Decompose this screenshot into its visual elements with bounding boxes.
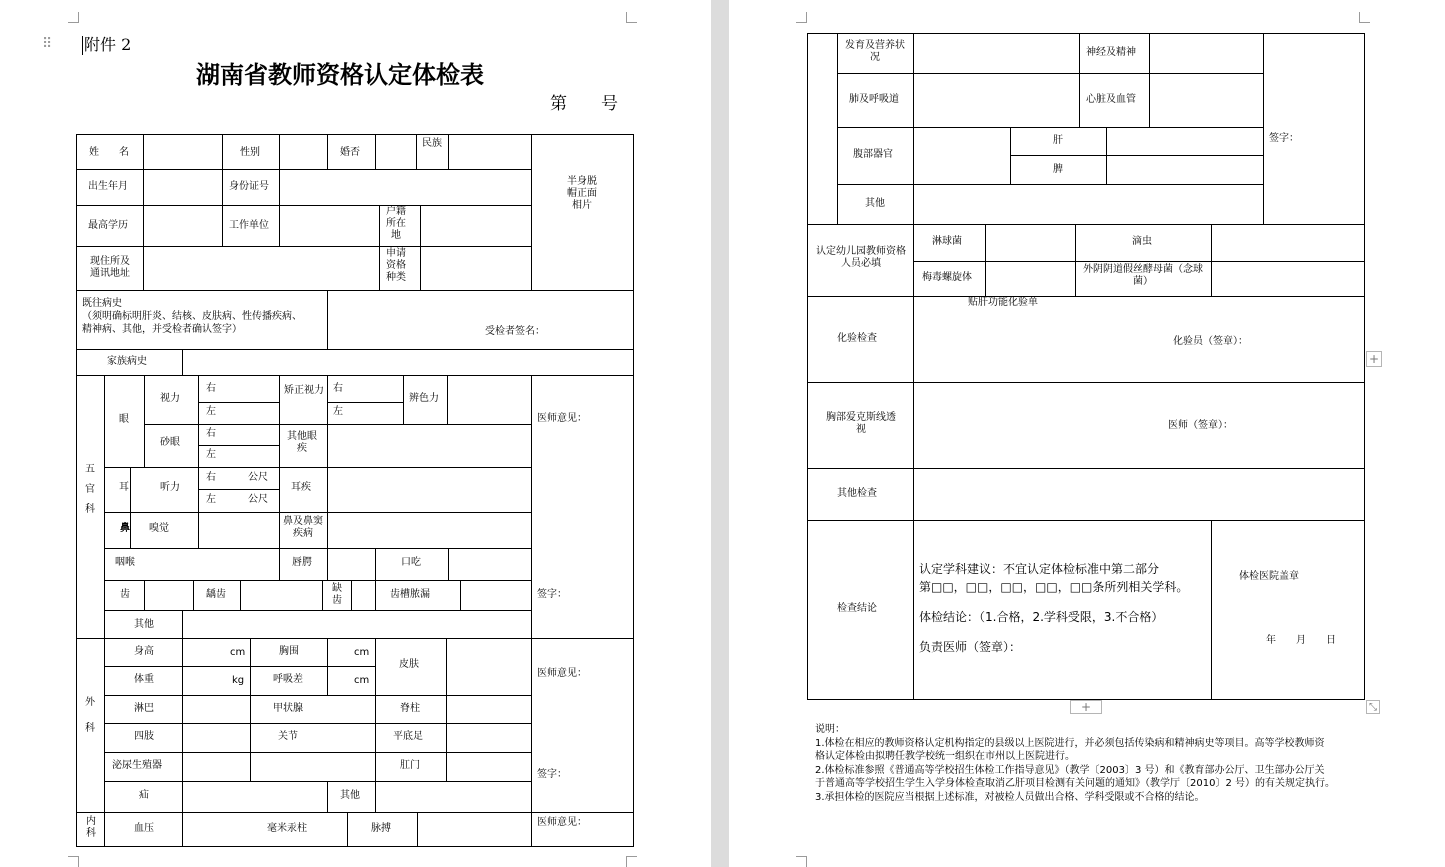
kg-unit: kg <box>232 675 245 686</box>
ear-disease-label: 耳疾 <box>291 482 311 493</box>
vision-label: 视力 <box>160 393 180 404</box>
serial-number-label: 第 号 <box>550 94 618 114</box>
responsible-doctor-label: 负责医师（签章）： <box>919 640 1022 654</box>
anus-label: 肛门 <box>400 760 420 771</box>
skin-label: 皮肤 <box>399 659 419 670</box>
spine-label: 脊柱 <box>400 703 420 714</box>
crop-mark <box>626 12 637 23</box>
note-line: 3.承担体检的医院应当根据上述标准，对被检人员做出合格、学科受限或不合格的结论。 <box>815 792 1205 803</box>
plus-icon[interactable]: + <box>1070 700 1102 714</box>
note-line: 格认定体检由拟聘任教学校统一组织在市州以上医院进行。 <box>815 751 1075 762</box>
trachoma-label: 砂眼 <box>160 437 180 448</box>
cm-unit: cm <box>230 647 246 658</box>
text-cursor <box>82 36 83 55</box>
thyroid-label: 甲状腺 <box>273 703 303 714</box>
name-label: 姓 名 <box>89 147 129 158</box>
crop-mark <box>626 856 637 867</box>
lip-palate-label: 唇腭 <box>292 557 312 568</box>
liver-label: 肝 <box>1053 135 1063 146</box>
nose-label: 鼻 <box>120 523 130 534</box>
heart-label: 心脏及血管 <box>1086 94 1136 105</box>
right-label: 右 <box>333 383 343 394</box>
wuguan-section-label: 五官科 <box>85 464 95 515</box>
date-label: 年 月 日 <box>1266 635 1336 646</box>
page-divider <box>711 0 729 867</box>
teeth-label: 齿 <box>120 589 130 600</box>
spleen-label: 脾 <box>1053 164 1063 175</box>
meter-unit: 公尺 <box>248 494 268 505</box>
other-check-label: 其他检查 <box>837 488 877 499</box>
history-label: 既往病史 <box>82 298 122 309</box>
blood-pressure-label: 血压 <box>134 823 154 834</box>
subject-advice-text: 第□□，□□，□□，□□，□□条所列相关学科。 <box>919 580 1189 594</box>
left-label: 左 <box>206 494 216 505</box>
syphilis-label: 梅毒螺旋体 <box>922 272 972 283</box>
other-label: 其他 <box>134 619 154 630</box>
crop-mark <box>68 12 79 23</box>
conclusion-label: 检查结论 <box>837 603 877 614</box>
birth-label: 出生年月 <box>88 181 128 192</box>
right-label: 右 <box>206 428 216 439</box>
other-label: 其他 <box>865 198 885 209</box>
corrected-vision-label: 矫正视力 <box>284 385 324 396</box>
hospital-seal-label: 体检医院盖章 <box>1239 571 1299 582</box>
pulse-label: 脉搏 <box>371 823 391 834</box>
neike-section-label: 内科 <box>86 816 96 839</box>
height-label: 身高 <box>134 646 154 657</box>
history-note: （须明确标明肝炎、结核、皮肤病、性传播疾病、 <box>82 311 302 322</box>
note-line: 1.体检在相应的教师资格认定机构指定的县级以上医院进行，并必须包括传染病和精神病史等项目。高等学校教师资 <box>815 738 1325 749</box>
lab-paste-note: 贴肝功能化验单 <box>968 297 1038 308</box>
marital-label: 婚否 <box>340 147 360 158</box>
periodontal-label: 齿槽脓漏 <box>390 589 430 600</box>
stutter-label: 口吃 <box>401 557 421 568</box>
other-eye-label: 其他眼疾 <box>287 431 317 454</box>
gender-label: 性别 <box>240 147 260 158</box>
attachment-label: 附件 2 <box>84 35 132 54</box>
lung-label: 肺及呼吸道 <box>849 94 899 105</box>
mmhg-unit: 毫米汞柱 <box>267 823 307 834</box>
meter-unit: 公尺 <box>248 472 268 483</box>
eye-label: 眼 <box>119 414 129 425</box>
caries-label: 龋齿 <box>206 589 226 600</box>
color-vision-label: 辨色力 <box>409 393 439 404</box>
family-history-label: 家族病史 <box>107 356 147 367</box>
doctor-opinion-label: 医师意见： <box>537 817 587 828</box>
right-label: 右 <box>206 472 216 483</box>
address-label: 现住所及通讯地址 <box>90 256 130 279</box>
crop-mark <box>796 12 807 23</box>
education-label: 最高学历 <box>88 220 128 231</box>
trichomonas-label: 滴虫 <box>1132 236 1152 247</box>
xray-label: 胸部爱克斯线透 视 <box>826 412 906 435</box>
weight-label: 体重 <box>134 674 154 685</box>
id-card-label: 身份证号 <box>229 181 269 192</box>
drag-handle-icon[interactable]: ⠿ <box>42 36 53 52</box>
limbs-label: 四肢 <box>134 731 154 742</box>
lab-check-label: 化验检查 <box>837 333 877 344</box>
missing-teeth-label: 缺齿 <box>332 583 342 606</box>
crop-mark <box>68 856 79 867</box>
plus-icon[interactable]: + <box>1366 351 1382 367</box>
chest-label: 胸围 <box>279 646 299 657</box>
exam-conclusion-text: 体检结论：（1.合格，2.学科受限，3.不合格） <box>919 610 1164 624</box>
cm-unit: cm <box>354 647 370 658</box>
other-label: 其他 <box>340 790 360 801</box>
ethnic-label: 民族 <box>422 138 442 149</box>
hearing-label: 听力 <box>160 482 180 493</box>
crop-mark <box>796 856 807 867</box>
lymph-label: 淋巴 <box>134 703 154 714</box>
throat-label: 咽喉 <box>115 557 135 568</box>
urogenital-label: 泌尿生殖器 <box>112 760 162 771</box>
waike-section-label: 外科 <box>85 697 95 734</box>
note-line: 于普通高等学校招生学生入学身体检查取消乙肝项目检测有关问题的通知》（教学厅〔2010〕2 号）的有关规定执行。 <box>815 778 1335 789</box>
doctor-opinion-label: 医师意见： <box>537 668 587 679</box>
left-label: 左 <box>333 406 343 417</box>
doctor-opinion-label: 医师意见： <box>537 413 587 424</box>
vaginal-candida-label: 外阴阴道假丝酵母菌（念球菌） <box>1083 264 1203 287</box>
gonorrhea-label: 淋球菌 <box>932 236 962 247</box>
sign-label: 签字： <box>537 589 567 600</box>
cm-unit: cm <box>354 675 370 686</box>
breath-diff-label: 呼吸差 <box>273 674 303 685</box>
hernia-label: 疝 <box>139 790 149 801</box>
page-2 <box>729 0 1445 867</box>
smell-label: 嗅觉 <box>149 523 169 534</box>
nutrition-label: 发育及营养状况 <box>845 40 905 63</box>
crop-mark <box>1359 12 1370 23</box>
joint-label: 关节 <box>278 731 298 742</box>
resize-icon[interactable]: ⤡ <box>1366 700 1380 714</box>
photo-label: 半身脱帽正面相片 <box>567 176 597 211</box>
notes-title: 说明： <box>815 724 845 735</box>
sign-label: 签字： <box>1269 133 1299 144</box>
sign-label: 签字： <box>537 769 567 780</box>
left-label: 左 <box>206 406 216 417</box>
ear-label: 耳 <box>119 482 129 493</box>
sinus-disease-label: 鼻及鼻窦疾病 <box>283 516 323 539</box>
examinee-sign-label: 受检者签名： <box>485 326 545 337</box>
page-1 <box>0 0 711 867</box>
apply-type-label: 申请资格种类 <box>386 248 406 283</box>
nerve-label: 神经及精神 <box>1086 47 1136 58</box>
huji-label: 户籍所在地 <box>386 206 406 241</box>
lab-sign-label: 化验员（签章）： <box>1173 336 1248 347</box>
kindergarten-note: 认定幼儿园教师资格人员必填 <box>816 246 906 269</box>
abdomen-label: 腹部器官 <box>853 149 893 160</box>
employer-label: 工作单位 <box>229 220 269 231</box>
left-label: 左 <box>206 449 216 460</box>
right-label: 右 <box>206 383 216 394</box>
history-note: 精神病、其他，并受检者确认签字） <box>82 324 242 335</box>
page-title: 湖南省教师资格认定体检表 <box>196 60 484 89</box>
note-line: 2.体检标准参照《普通高等学校招生体检工作指导意见》（教学〔2003〕3 号）和《教育部办公厅、卫生部办公厅关 <box>815 765 1325 776</box>
doctor-sign-label: 医师（签章）： <box>1168 420 1233 431</box>
subject-advice-text: 认定学科建议：不宜认定体检标准中第二部分 <box>919 562 1160 576</box>
flatfoot-label: 平底足 <box>393 731 423 742</box>
